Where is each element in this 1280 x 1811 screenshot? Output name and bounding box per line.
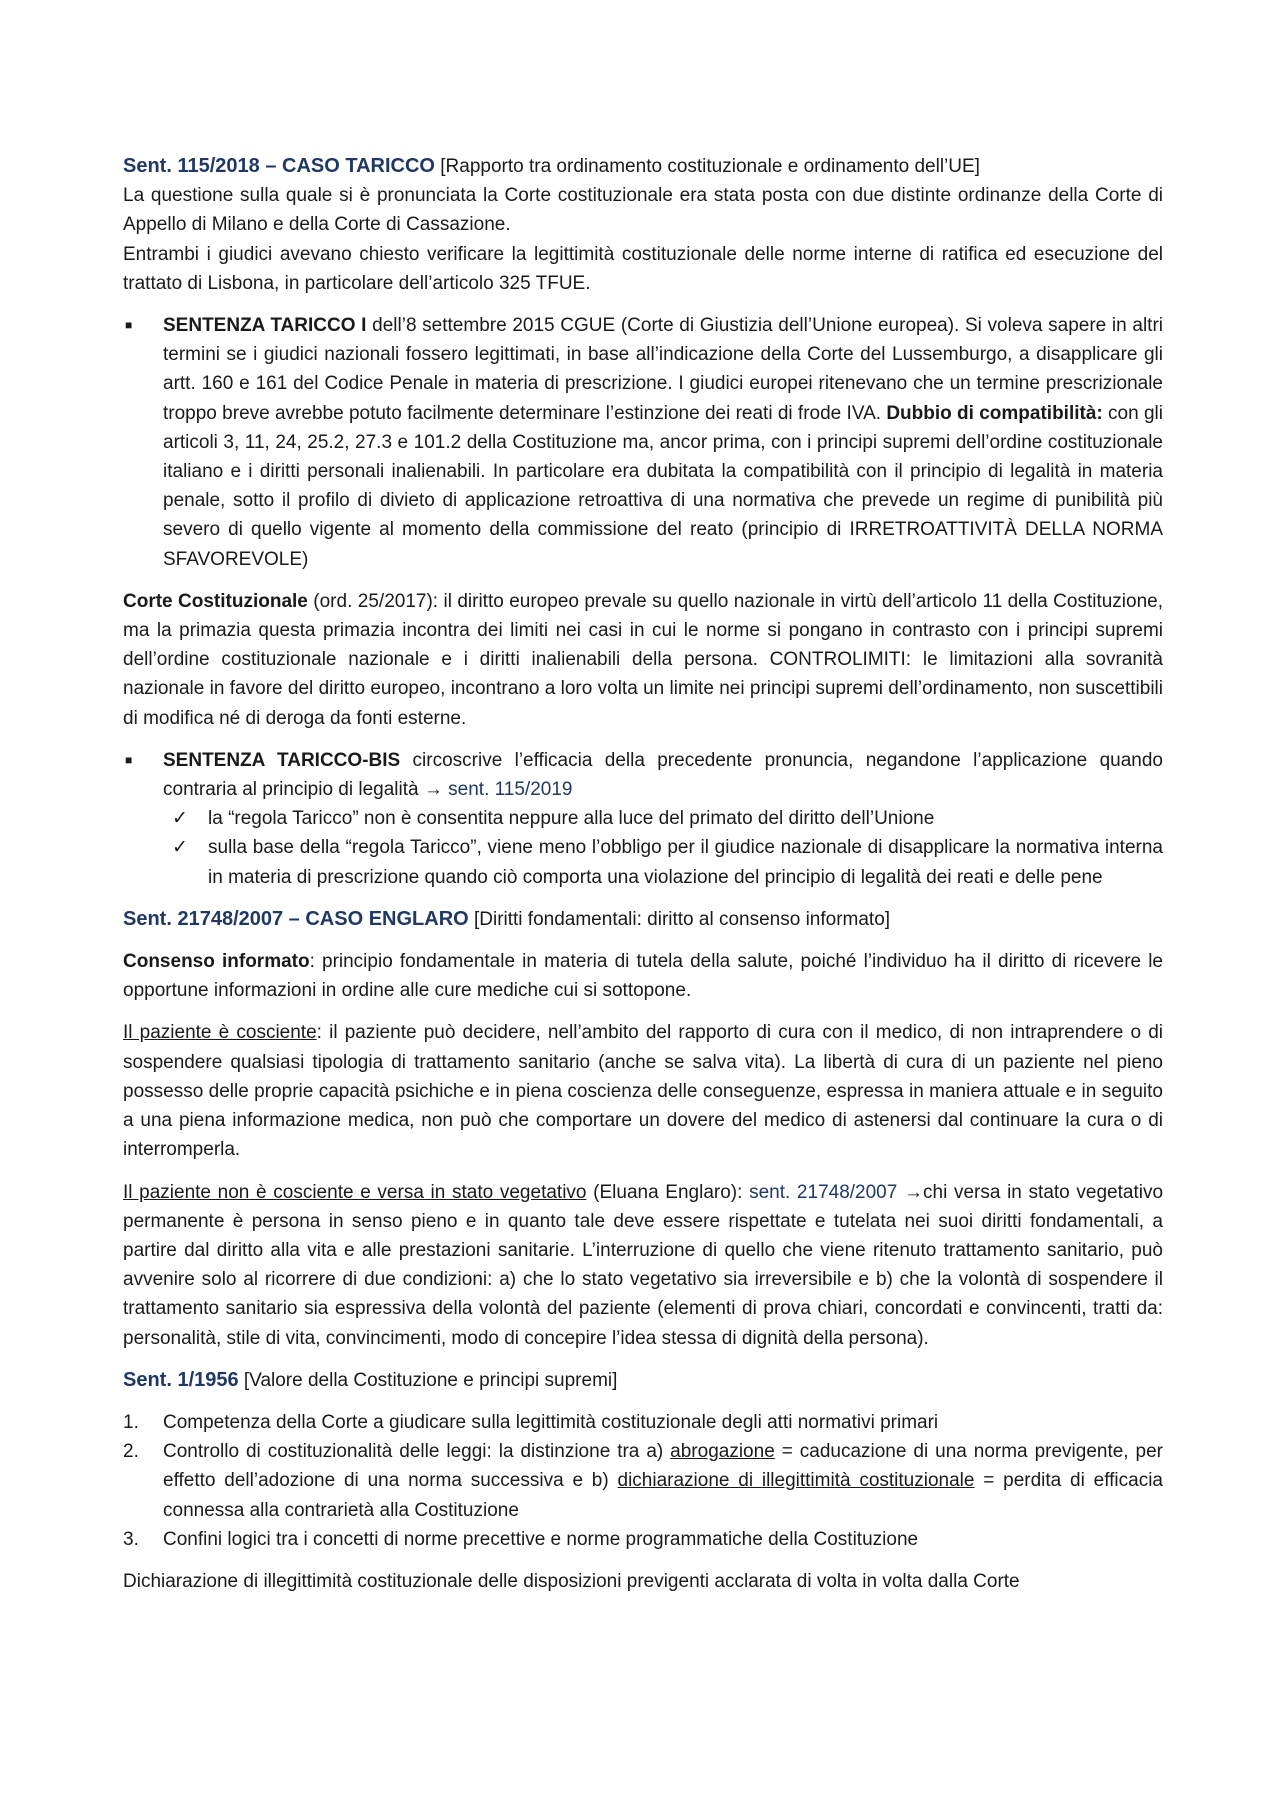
check-item bbox=[123, 804, 1163, 833]
bullet-text: circoscrive l’efficacia della precedente pronuncia, negandone l’applicazione quando contraria al principio di legalità bbox=[163, 749, 1163, 801]
numbered-item bbox=[123, 1525, 1163, 1554]
reference-link: sent. 21748/2007 bbox=[749, 1181, 898, 1203]
paragraph-text: Entrambi i giudici avevano chiesto verificare la legittimità costituzionale delle norme interne di ratifica ed esecuzione del trattato di Lisbona, in particolare dell’articolo 325 TFUE. bbox=[123, 243, 1163, 294]
check-icon: ✓ bbox=[172, 808, 188, 830]
section-taricco-intro bbox=[123, 152, 1163, 298]
check-item-text: la “regola Taricco” non è consentita neppure alla luce del primato del diritto dell’Unione bbox=[208, 808, 935, 830]
paragraph-paziente-non-cosciente bbox=[123, 1178, 1163, 1353]
paragraph-text: : il paziente può decidere, nell’ambito del rapporto di cura con il medico, di non intraprendere o di sospendere qualsiasi tipologia di trattamento sanitario (anche se salva vita). La libertà di cura di un paziente nel pieno possesso delle proprie capacità psichiche e in piena coscienza delle conseguenze, espressa in maniera attuale e in seguito a una piena informazione medica, non può che comportare un dovere del medico di astenersi dal continuare la cura o di interromperla. bbox=[123, 1022, 1163, 1161]
bullet-taricco-i bbox=[123, 311, 1163, 574]
square-bullet-icon: ■ bbox=[125, 752, 133, 767]
heading-subtitle: [Valore della Costituzione e principi supremi] bbox=[238, 1369, 618, 1391]
check-item bbox=[123, 833, 1163, 891]
item-number: 2. bbox=[123, 1441, 139, 1463]
section-englaro-heading bbox=[123, 905, 1163, 934]
bold-label: Dubbio di compatibilità: bbox=[886, 402, 1103, 424]
numbered-item bbox=[123, 1437, 1163, 1525]
bullet-text: con gli articoli 3, 11, 24, 25.2, 27.3 e 101.2 della Costituzione ma, ancor prima, con i principi supremi dell’ordine costituzionale italiano e i diritti personali inalienabili. In particolare era dubitata la compatibilità con il principio di legalità in materia penale, sotto il profilo di divieto di applicazione retroattiva di una normativa che prevede un regime di punibilità più severo di quello vigente al momento della commissione del reato (principio di IRRETROATTIVITÀ DELLA NORMA SFAVOREVOLE) bbox=[163, 402, 1163, 570]
underlined-term: dichiarazione di illegittimità costituzionale bbox=[617, 1470, 975, 1492]
heading-subtitle: [Rapporto tra ordinamento costituzionale e ordinamento dell’UE] bbox=[434, 156, 980, 177]
numbered-item-text: Confini logici tra i concetti di norme precettive e norme programmatiche della Costituzione bbox=[163, 1528, 919, 1550]
numbered-item-text: = perdita di efficacia connessa alla contrarietà alla Costituzione bbox=[163, 1470, 1163, 1521]
reference-link: sent. 115/2019 bbox=[442, 779, 573, 801]
bold-label: Corte Costituzionale bbox=[123, 590, 308, 612]
check-icon: ✓ bbox=[172, 837, 188, 859]
heading-sent-1-1956: Sent. 1/1956 bbox=[123, 1368, 239, 1391]
underlined-term: abrogazione bbox=[670, 1441, 775, 1463]
bold-label: SENTENZA TARICCO-BIS bbox=[163, 749, 401, 771]
paragraph-consenso-informato bbox=[123, 947, 1163, 1005]
paragraph-text: : principio fondamentale in materia di tutela della salute, poiché l’individuo ha il diritto di ricevere le opportune informazioni in ordine alle cure mediche cui si sottopone. bbox=[123, 951, 1164, 1002]
arrow-right-icon: → bbox=[897, 1181, 923, 1203]
item-number: 1. bbox=[123, 1411, 139, 1433]
paragraph-final bbox=[123, 1567, 1163, 1596]
paragraph-text: chi versa in stato vegetativo permanente è persona in senso pieno e in quanto tale deve essere rispettate e tutelata nei suoi diritti fondamentali, a partire dal diritto alla vita e alle prestazioni sanitarie. L’interruzione di quello che viene ritenuto trattamento sanitario, può avvenire solo al ricorrere di due condizioni: a) che lo stato vegetativo sia irreversibile e b) che la volontà di sospendere il trattamento sanitario sia espressiva della volontà del paziente (elementi di prova chiari, concordati e convincenti, tratti da: personalità, stile di vita, convincimenti, modo di concepire l’idea stessa di dignità della persona). bbox=[123, 1181, 1164, 1349]
numbered-item bbox=[123, 1408, 1163, 1437]
section-sent-1-1956-heading bbox=[123, 1366, 1163, 1395]
underlined-label: Il paziente è cosciente bbox=[123, 1022, 317, 1044]
paragraph-text: (Eluana Englaro): bbox=[586, 1181, 750, 1203]
bullet-taricco-bis bbox=[123, 746, 1163, 804]
heading-sent-115-2018: Sent. 115/2018 – CASO TARICCO bbox=[123, 155, 435, 177]
bold-label: Consenso informato bbox=[123, 951, 310, 973]
paragraph-paziente-cosciente bbox=[123, 1018, 1163, 1164]
paragraph-text: (ord. 25/2017): il diritto europeo prevale su quello nazionale in virtù dell’articolo 11 della Costituzione, ma la primazia questa primazia incontra dei limiti nei casi in cui le norme si pongano in contrasto con i principi supremi dell’ordine costituzionale nazionale e i diritti inalienabili della persona. CONTROLIMITI: le limitazioni alla sovranità nazionale in favore del diritto europeo, incontrano a loro volta un limite nei principi supremi dell’ordinamento, non suscettibili di modifica né di deroga da fonti esterne. bbox=[123, 590, 1163, 729]
check-item-text: sulla base della “regola Taricco”, viene meno l’obbligo per il giudice nazionale di disapplicare la normativa interna in materia di prescrizione quando ciò comporta una violazione del principio di legalità dei reati e delle pene bbox=[208, 837, 1163, 888]
paragraph-corte-costituzionale bbox=[123, 587, 1163, 733]
arrow-right-icon: → bbox=[423, 779, 443, 801]
underlined-label: Il paziente non è cosciente e versa in stato vegetativo bbox=[123, 1181, 587, 1203]
numbered-item-text: Competenza della Corte a giudicare sulla legittimità costituzionale degli atti normativi primari bbox=[163, 1411, 939, 1433]
square-bullet-icon: ■ bbox=[125, 318, 133, 333]
numbered-item-text: = caducazione di una norma previgente, per effetto dell’adozione di una norma successiva e b) bbox=[163, 1441, 1163, 1492]
numbered-item-text: Controllo di costituzionalità delle leggi: la distinzione tra a) bbox=[163, 1441, 671, 1463]
bullet-text: dell’8 settembre 2015 CGUE (Corte di Giustizia dell’Unione europea). Si voleva sapere in altri termini se i giudici nazionali fossero legittimati, in base all’indicazione della Corte del Lussemburgo, a disapplicare gli artt. 160 e 161 del Codice Penale in materia di prescrizione. I giudici europei ritenevano che un termine prescrizionale troppo breve avrebbe potuto facilmente determinare l’estinzione dei reati di frode IVA. bbox=[163, 315, 1164, 424]
item-number: 3. bbox=[123, 1528, 139, 1550]
heading-sent-21748-2007: Sent. 21748/2007 – CASO ENGLARO bbox=[123, 907, 469, 930]
heading-subtitle: [Diritti fondamentali: diritto al consenso informato] bbox=[468, 908, 891, 930]
paragraph-text: Dichiarazione di illegittimità costituzionale delle disposizioni previgenti acclarata di volta in volta dalla Corte bbox=[123, 1570, 1020, 1592]
document-page bbox=[123, 152, 1163, 1609]
bold-label: SENTENZA TARICCO I bbox=[163, 315, 367, 337]
paragraph-text: La questione sulla quale si è pronunciata la Corte costituzionale era stata posta con due distinte ordinanze della Corte di Appello di Milano e della Corte di Cassazione. bbox=[123, 185, 1163, 236]
